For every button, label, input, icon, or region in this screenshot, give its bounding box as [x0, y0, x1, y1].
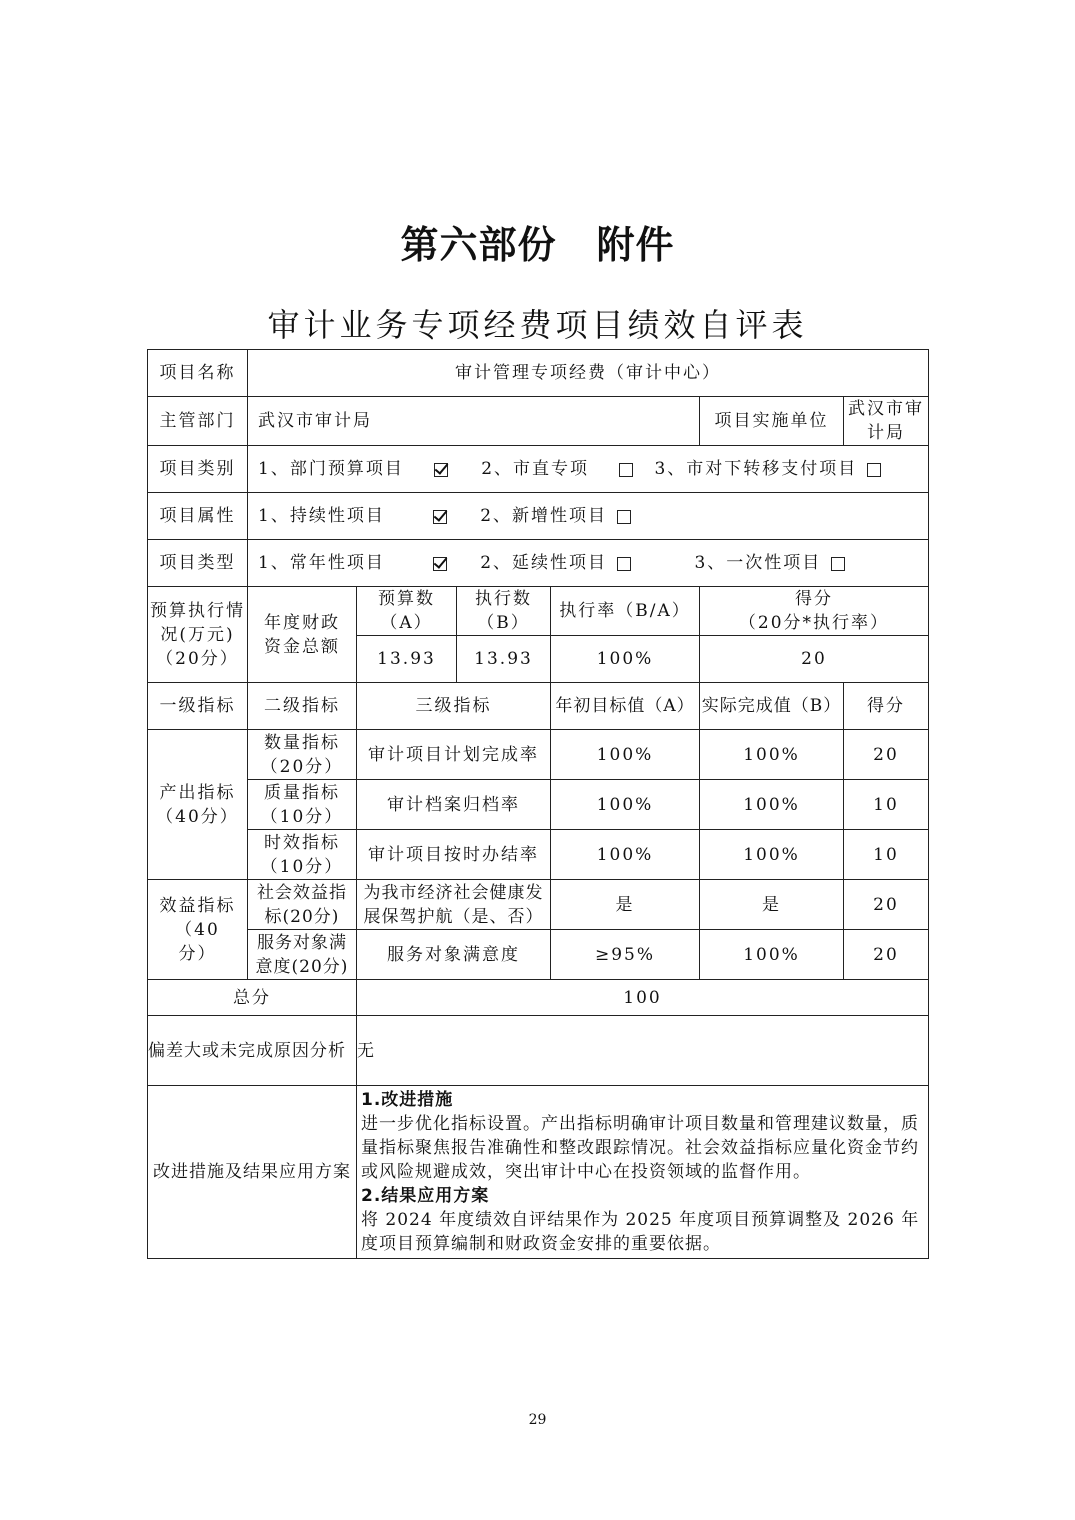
- checkbox-icon[interactable]: [617, 510, 631, 524]
- target-head: 年初目标值（A）: [551, 683, 700, 730]
- heading-part: 第六部份: [400, 223, 557, 267]
- score-cell: 20: [844, 880, 929, 930]
- type-label: 项目类型: [148, 540, 248, 587]
- score-cell: 10: [844, 830, 929, 880]
- table-row: [148, 830, 929, 880]
- unit-label: 项目实施单位: [700, 397, 844, 446]
- fund-total-label: 年度财政 资金总额: [248, 587, 357, 683]
- target-cell: 是: [551, 880, 700, 930]
- table-row: [148, 780, 929, 830]
- budget-value: 13.93: [357, 636, 457, 683]
- row-budget-header: [148, 587, 929, 636]
- department-label: 主管部门: [148, 397, 248, 446]
- category-option-2: 2、市直专项: [481, 457, 633, 481]
- row-total: [148, 980, 929, 1016]
- table-row: [148, 930, 929, 980]
- level3-cell: 服务对象满意度: [357, 930, 551, 980]
- row-project-name: [148, 350, 929, 397]
- total-label: 总分: [148, 980, 357, 1016]
- actual-head: 实际完成值（B）: [700, 683, 844, 730]
- score-cell: 10: [844, 780, 929, 830]
- level3-cell: 为我市经济社会健康发 展保驾护航（是、否）: [357, 880, 551, 930]
- score-cell: 20: [844, 930, 929, 980]
- row-department: [148, 397, 929, 446]
- rate-value: 100%: [551, 636, 700, 683]
- checkbox-icon[interactable]: [867, 463, 881, 477]
- budget-score-head: 得分 （20分*执行率）: [700, 587, 929, 636]
- checkbox-checked-icon[interactable]: [434, 463, 448, 477]
- row-attribute: [148, 493, 929, 540]
- actual-cell: 100%: [700, 780, 844, 830]
- output-label: 产出指标 （40分）: [148, 730, 248, 880]
- score-head: 得分: [844, 683, 929, 730]
- row-category: [148, 446, 929, 493]
- type-option-2: 2、延续性项目: [480, 551, 631, 575]
- category-option-3: 3、市对下转移支付项目: [654, 457, 881, 481]
- improvement-heading-2: 2.结果应用方案: [361, 1186, 490, 1206]
- level3-cell: 审计项目按时办结率: [357, 830, 551, 880]
- project-name-value: 审计管理专项经费（审计中心）: [248, 350, 929, 397]
- category-label: 项目类别: [148, 446, 248, 493]
- attribute-option-1: 1、持续性项目: [258, 504, 447, 528]
- type-options: [248, 540, 929, 587]
- budget-head: 预算数 （A）: [357, 587, 457, 636]
- page-heading: [0, 214, 1075, 269]
- project-name-label: 项目名称: [148, 350, 248, 397]
- heading-attachment: 附件: [596, 223, 675, 267]
- level3-cell: 审计档案归档率: [357, 780, 551, 830]
- budget-score-value: 20: [700, 636, 929, 683]
- improvement-para-1: 进一步优化指标设置。产出指标明确审计项目数量和管理建议数量，质量指标聚焦报告准确性和整改跟踪情况。社会效益指标应量化资金节约或风险规避成效，突出审计中心在投资领域的监督作用。: [361, 1114, 919, 1182]
- form-title: 审计业务专项经费项目绩效自评表: [267, 306, 808, 344]
- improvement-content: [357, 1086, 929, 1259]
- actual-cell: 100%: [700, 930, 844, 980]
- improvement-heading-1: 1.改进措施: [361, 1090, 454, 1110]
- category-options: [248, 446, 929, 493]
- row-type: [148, 540, 929, 587]
- row-improvement: [148, 1086, 929, 1259]
- target-cell: 100%: [551, 830, 700, 880]
- level3-head: 三级指标: [357, 683, 551, 730]
- level2-cell: 数量指标 （20分）: [248, 730, 357, 780]
- department-value: 武汉市审计局: [248, 397, 700, 446]
- budget-label: 预算执行情 况(万元) （20分）: [148, 587, 248, 683]
- evaluation-table: [147, 349, 929, 1259]
- row-deviation: [148, 1016, 929, 1086]
- actual-cell: 100%: [700, 730, 844, 780]
- total-value: 100: [357, 980, 929, 1016]
- checkbox-icon[interactable]: [619, 463, 633, 477]
- target-cell: ≥95%: [551, 930, 700, 980]
- type-option-1: 1、常年性项目: [258, 551, 447, 575]
- level2-cell: 社会效益指 标(20分): [248, 880, 357, 930]
- benefit-label: 效益指标 （40 分）: [148, 880, 248, 980]
- score-cell: 20: [844, 730, 929, 780]
- deviation-label: 偏差大或未完成原因分析: [148, 1016, 357, 1086]
- type-option-3: 3、一次性项目: [694, 551, 845, 575]
- exec-head: 执行数 （B）: [457, 587, 551, 636]
- target-cell: 100%: [551, 730, 700, 780]
- level2-head: 二级指标: [248, 683, 357, 730]
- actual-cell: 100%: [700, 830, 844, 880]
- actual-cell: 是: [700, 880, 844, 930]
- rate-head: 执行率（B/A）: [551, 587, 700, 636]
- checkbox-icon[interactable]: [831, 557, 845, 571]
- unit-value: 武汉市审计局: [844, 397, 929, 446]
- attribute-option-2: 2、新增性项目: [480, 504, 631, 528]
- level1-head: 一级指标: [148, 683, 248, 730]
- level3-cell: 审计项目计划完成率: [357, 730, 551, 780]
- improvement-para-2: 将 2024 年度绩效自评结果作为 2025 年度项目预算调整及 2026 年度项目预算编制和财政资金安排的重要依据。: [361, 1210, 920, 1254]
- target-cell: 100%: [551, 780, 700, 830]
- table-row: [148, 730, 929, 780]
- attribute-label: 项目属性: [148, 493, 248, 540]
- level2-cell: 质量指标 （10分）: [248, 780, 357, 830]
- level2-cell: 时效指标 （10分）: [248, 830, 357, 880]
- checkbox-checked-icon[interactable]: [433, 510, 447, 524]
- checkbox-icon[interactable]: [617, 557, 631, 571]
- attribute-options: [248, 493, 929, 540]
- row-indicator-header: [148, 683, 929, 730]
- checkbox-checked-icon[interactable]: [433, 557, 447, 571]
- page-number: 29: [528, 1412, 547, 1428]
- exec-value: 13.93: [457, 636, 551, 683]
- category-option-1: 1、部门预算项目: [258, 457, 448, 481]
- improvement-label: 改进措施及结果应用方案: [148, 1086, 357, 1259]
- table-row: [148, 880, 929, 930]
- deviation-value: 无: [357, 1016, 929, 1086]
- level2-cell: 服务对象满 意度(20分): [248, 930, 357, 980]
